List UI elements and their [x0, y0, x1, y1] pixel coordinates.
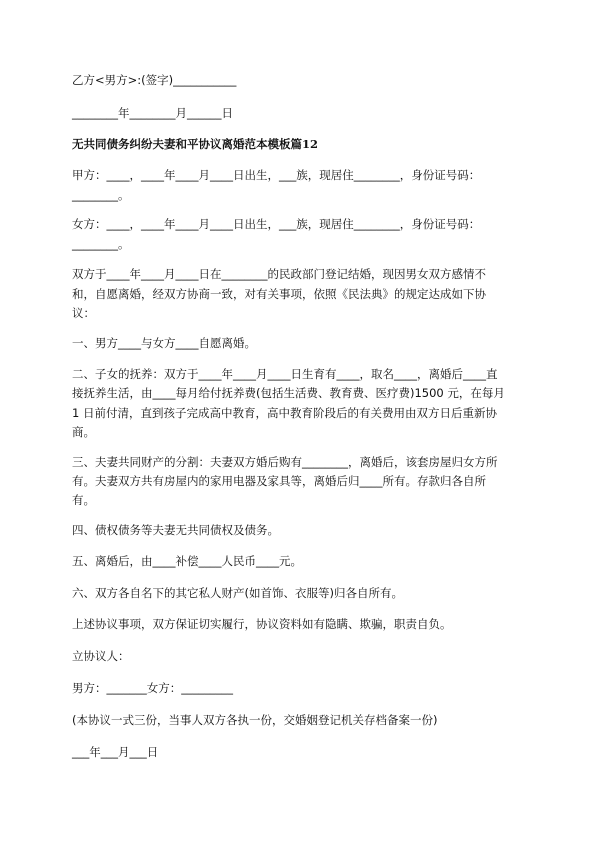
signers-label: 立协议人：: [72, 649, 130, 663]
clause-2-line-3: 1 日前付清，直到孩子完成高中教育，高中教育阶段后的有关费用由双方日后重新协: [72, 406, 497, 420]
clause-2-line-4: 商。: [72, 425, 95, 439]
final-date-line: ___年___月___日: [72, 745, 159, 759]
clause-5: 五、离婚后，由____补偿____人民币____元。: [72, 554, 302, 568]
party-b-line-2: ________。: [72, 237, 130, 251]
clause-4: 四、债权债务等夫妻无共同债权及债务。: [72, 523, 279, 537]
clause-6: 六、双方各自名下的其它私人财产(如首饰、衣服等)归各自所有。: [72, 586, 403, 600]
clause-2-line-2: 接抚养生活，由____每月给付抚养费(包括生活费、教育费、医疗费)1500 元，在每月: [72, 386, 505, 400]
prev-date-line: ________年________月______日: [72, 106, 233, 120]
closing-statement: 上述协议事项，双方保证切实履行，协议资料如有隐瞒、欺骗，职责自负。: [72, 617, 452, 631]
clause-3-line-1: 三、夫妻共同财产的分割：夫妻双方婚后购有________，离婚后，该套房屋归女方所: [72, 455, 498, 469]
party-a-line-1: 甲方：____，____年____月____日出生，___族，现居住________，身份证号码：: [72, 168, 481, 182]
clause-3-line-2: 有。夫妻双方共有房屋内的家用电器及家具等，离婚后归____所有。存款归各自所: [72, 474, 486, 488]
document-title: 无共同债务纠纷夫妻和平协议离婚范本模板篇12: [72, 137, 319, 151]
intro-line-3: 议：: [72, 306, 95, 320]
prev-signature-line: 乙方<男方>:(签字)___________: [72, 73, 237, 87]
clause-1: 一、男方____与女方____自愿离婚。: [72, 336, 256, 350]
party-b-line-1: 女方：____，____年____月____日出生，___族，现居住________，身份证号码：: [72, 217, 481, 231]
party-a-line-2: ________。: [72, 188, 130, 202]
clause-2-line-1: 二、子女的抚养：双方于____年____月____日生育有____，取名____，离婚后____直: [72, 367, 498, 381]
clause-3-line-3: 有。: [72, 493, 95, 507]
intro-line-1: 双方于____年____月____日在________的民政部门登记结婚，现因男女双方感情不: [72, 267, 486, 281]
intro-line-2: 和，自愿离婚，经双方协商一致，对有关事项，依照《民法典》的规定达成如下协: [72, 287, 486, 301]
signers-line: 男方：_______女方：_________: [72, 681, 233, 695]
copies-note: (本协议一式三份，当事人双方各执一份，交婚姻登记机关存档备案一份): [72, 713, 438, 727]
